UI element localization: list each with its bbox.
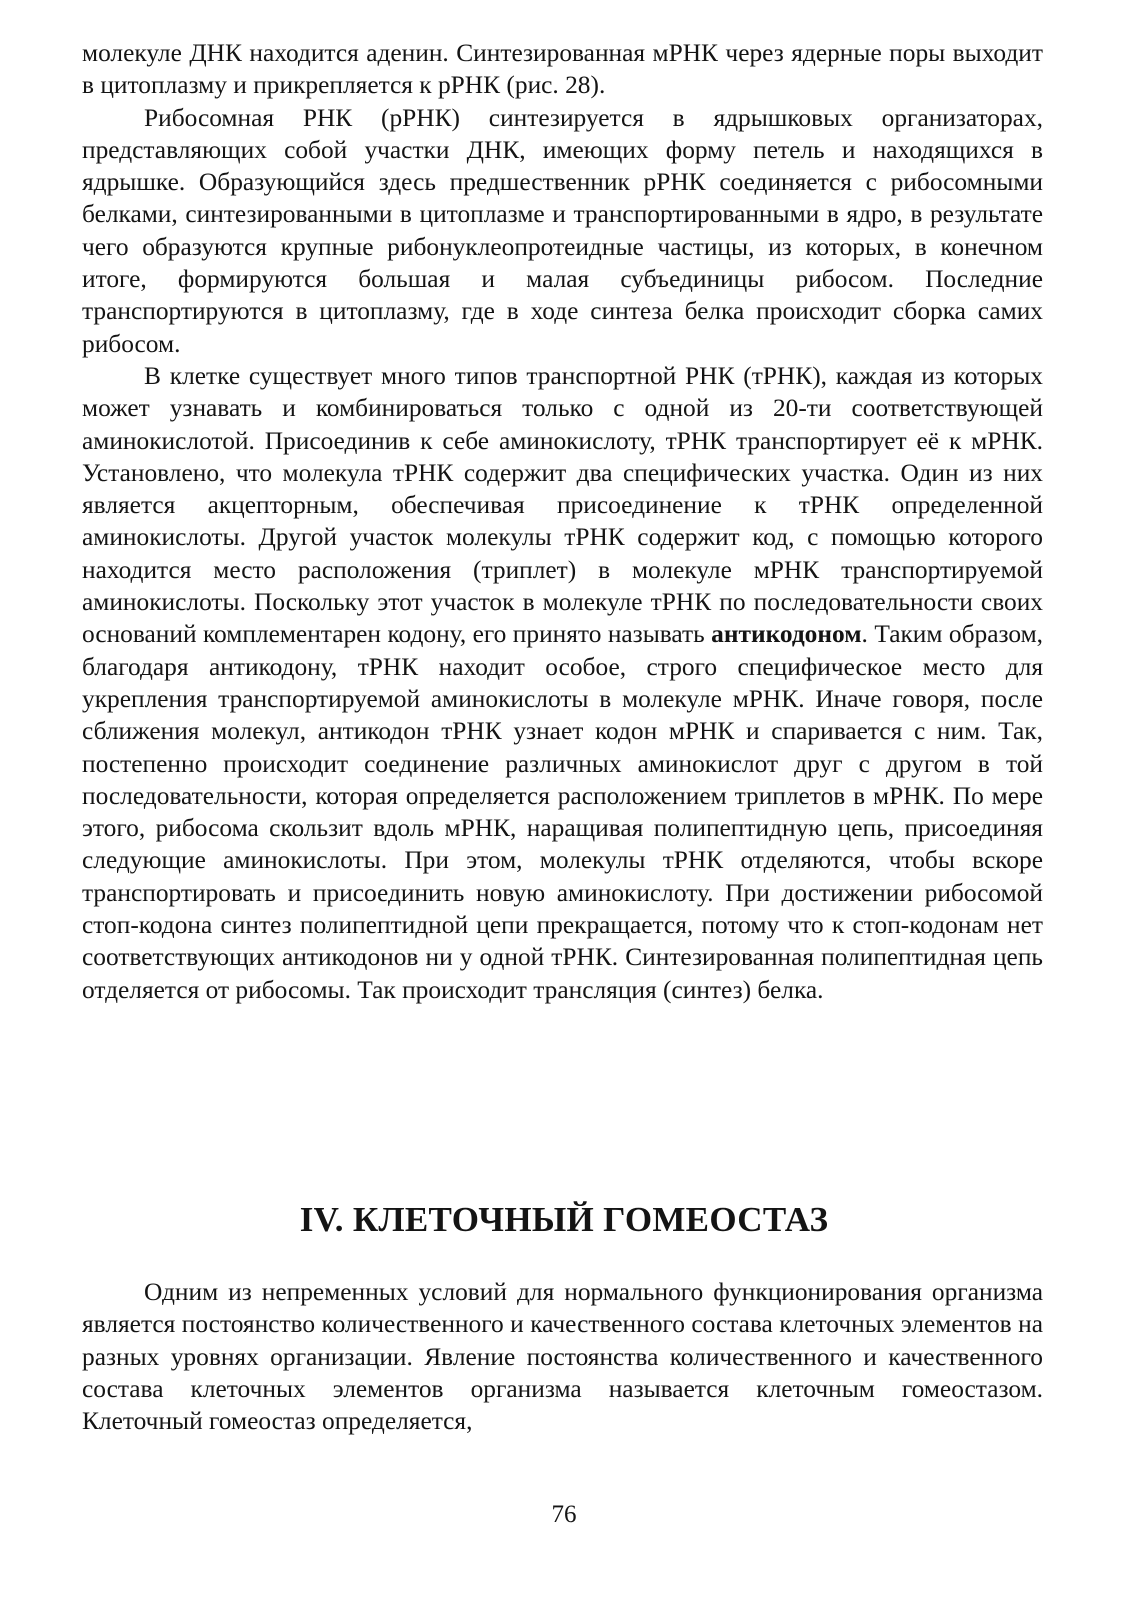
- section-heading: IV. КЛЕТОЧНЫЙ ГОМЕОСТАЗ: [299, 1200, 829, 1239]
- paragraph-text: Рибосомная РНК (рРНК) синтезируется в ядрышковых организаторах, представляющих собой участки ДНК, имеющих форму петель и находящихся в ядрышке. Образующийся здесь предшественник рРНК соединяется с рибосомными белками, синтезированными в цитоплазме и транспортированными в ядро, в результате чего образуются крупные рибонуклеопротеидные частицы, из которых, в конечном итоге, формируются большая и малая субъединицы рибосом. Последние транспортируются в цитоплазму, где в ходе синтеза белка происходит сборка самих рибосом.: [82, 103, 1043, 358]
- paragraph-cell-homeostasis: [82, 1276, 1043, 1437]
- paragraph-continuation: [82, 37, 1043, 102]
- paragraph-text: . Таким образом, благодаря антикодону, тРНК находит особое, строго специфическое место для укрепления транспортируемой аминокислоты в молекуле мРНК. Иначе говоря, после сближения молекул, антикодон тРНК узнает кодон мРНК и спаривается с ним. Так, постепенно происходит соединение различных аминокислот друг с другом в той последовательности, которая определяется расположением триплетов в мРНК. По мере этого, рибосома скользит вдоль мРНК, наращивая полипептидную цепь, присоединяя следующие аминокислоты. При этом, молекулы тРНК отделяются, чтобы вскоре транспортировать и присоединить новую аминокислоту. При достижении рибосомой стоп-кодона синтез полипептидной цепи прекращается, потому что к стоп-кодонам нет соответствующих антикодонов ни у одной тРНК. Синтезированная полипептидная цепь отделяется от рибосомы. Так происходит трансляция (синтез) белка.: [82, 620, 1043, 1004]
- paragraph-text: Одним из непременных условий для нормального функционирования организма является постоянство количественного и качественного состава клеточных элементов на разных уровнях организации. Явление постоянства количественного и качественного состава клеточных элементов организма называется клеточным гомеостазом. Клеточный гомеостаз определяется,: [82, 1278, 1043, 1436]
- paragraph-text: В клетке существует много типов транспортной РНК (тРНК), каждая из которых может узнавать и комбинироваться только с одной из 20-ти соответствующей аминокислотой. Присоединив к себе аминокислоту, тРНК транспортирует её к мРНК. Установлено, что молекула тРНК содержит два специфических участка. Один из них является акцепторным, обеспечивая присоединение к тРНК определенной аминокислоты. Другой участок молекулы тРНК содержит код, с помощью которого находится место расположения (триплет) в молекуле мРНК транспортируемой аминокислоты. Поскольку этот участок в молекуле тРНК по последовательности своих оснований комплементарен кодону, его принято называть: [82, 361, 1043, 649]
- body-text-section: [82, 1276, 1043, 1437]
- paragraph-ribosomal-rna: [82, 102, 1043, 360]
- page-number: 76: [551, 1501, 577, 1528]
- bold-term-anticodon: антикодоном: [711, 620, 862, 649]
- paragraph-transport-rna: [82, 360, 1043, 1006]
- paragraph-text: молекуле ДНК находится аденин. Синтезированная мРНК через ядерные поры выходит в цитоплазму и прикрепляется к рРНК (рис. 28).: [82, 39, 1043, 100]
- body-text-top: [82, 37, 1043, 1006]
